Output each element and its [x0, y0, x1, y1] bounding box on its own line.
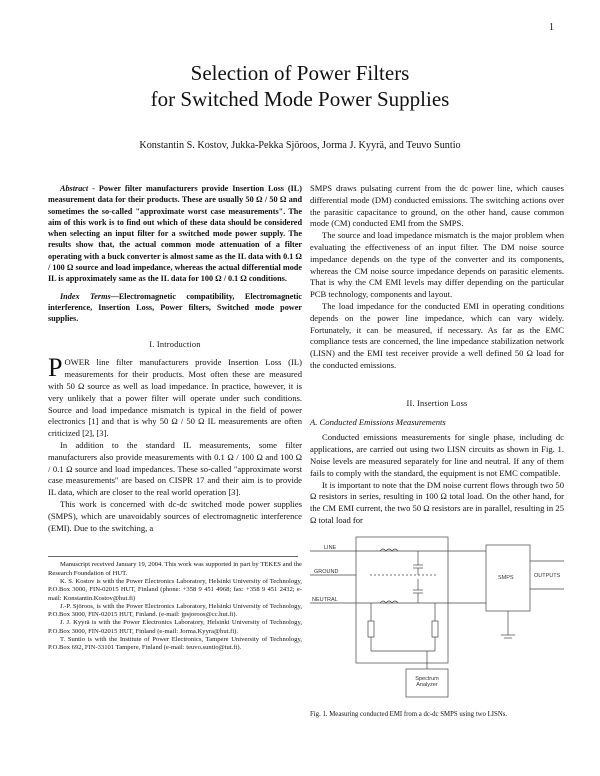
- footnote: K. S. Kostov is with the Power Electronics Laboratory, Helsinki University of Technology, P.O.Box 3000, FIN-02015 HUT, Finland (phone: +358 9 451 4968; fax: +358 9 451 2432; e-mail: Konstantin.Kostov@hut.fi): [48, 577, 302, 602]
- right-column: [310, 183, 564, 721]
- figure-caption: Fig. 1. Measuring conducted EMI from a dc-dc SMPS using two LISNs.: [310, 710, 508, 718]
- right-paragraph-4: Conducted emissions measurements for single phase, including dc applications, are carried out using two LISN circuits as shown in Fig. 1. Noise levels are measured separately for line and neutral. If any of them fails to comply with the standard, the equipment is not EMC compatible.: [310, 432, 564, 478]
- author-list: Konstantin S. Kostov, Jukka-Pekka Sjöroos, Jorma J. Kyyrä, and Teuvo Suntio: [139, 140, 461, 151]
- figure-1: [310, 531, 564, 703]
- index-terms: [48, 291, 302, 325]
- index-terms-text: —Electromagnetic compatibility, Electromagnetic interference, Insertion Loss, Power filters, Switched mode power supplies.: [48, 291, 302, 324]
- index-terms-label: Index Terms: [60, 291, 111, 301]
- abstract-label: Abstract: [60, 184, 89, 193]
- title-line-1: Selection of Power Filters: [190, 61, 410, 85]
- label-line: LINE: [324, 544, 337, 551]
- left-column: [48, 183, 302, 653]
- label-neutral: NEUTRAL: [312, 596, 338, 603]
- paper-title: [0, 60, 600, 112]
- subsection-heading: A. Conducted Emissions Measurements: [310, 416, 446, 427]
- footnote: Manuscript received January 19, 2004. This work was supported in part by TEKES and the Research Foundation of HUT.: [48, 561, 302, 577]
- label-smps: SMPS: [498, 574, 514, 581]
- abstract: [48, 183, 302, 285]
- right-paragraph-1: SMPS draws pulsating current from the dc power line, which causes differential mode (DM) conducted emissions. The switching actions over the parasitic capacitance to ground, on the other hand, cause common mode (CM) conducted EMI from the SMPS.: [310, 183, 564, 229]
- footnote: J.-P. Sjöroos, is with the Power Electronics Laboratory, Helsinki University of Technology, P.O.Box 3000, FIN-02015 HUT, Finland. (e-mail: jpsjoroos@cc.hut.fi).: [48, 602, 302, 619]
- intro-paragraph-2: In addition to the standard IL measurements, some filter manufacturers also provide measurements with 0.1 Ω / 100 Ω and 100 Ω / 0.1 Ω source and load impedances. These so-called "approximate worst case measurements" are based on CISPR 17 and their aim is to provide IL data, which are closer to the real world operation [3].: [48, 439, 302, 498]
- right-paragraph-5: It is important to note that the DM noise current flows through two 50 Ω resistors in series, resulting in 100 Ω total load. On the other hand, for the CM EMI current, the two 50 Ω resistors are in parallel, resulting in 25 Ω total load for: [310, 479, 564, 525]
- abstract-text: - Power filter manufacturers provide Insertion Loss (IL) measurement data for their products. These are usually 50 Ω / 50 Ω and sometimes the so-called "approximate worst case measurements". The aim of this work is to find out which of these data should be considered when selecting an input filter for a switched mode power supply. The results show that, the actual common mode attenuation of a filter operating with a buck converter is almost same as the IL data with 0.1 Ω / 100 Ω source and load impedance, whereas the actual differential mode IL is approximately same as the IL data for 100 Ω / 0.1 Ω conditions.: [48, 184, 302, 284]
- section-heading-insertion-loss: II. Insertion Loss: [406, 398, 468, 408]
- footnotes: [48, 561, 302, 652]
- right-paragraph-3: The load impedance for the conducted EMI in operating conditions depends on the power line impedance, which can vary widely. Fortunately, it can be measured, if necessary. As far as the EMC compliance tests are concerned, the line impedance stabilization network (LISN) and the EMI test receiver provide a well defined 50 Ω load for the conducted emissions.: [310, 300, 564, 370]
- drop-cap: P: [48, 353, 63, 383]
- label-analyzer: Spectrum Analyzer: [415, 675, 439, 688]
- label-ground: GROUND: [314, 568, 339, 575]
- footnote-separator: [48, 556, 298, 557]
- page-number: 1: [549, 22, 554, 33]
- footnote: J. J. Kyyrä is with the Power Electronics Laboratory, Helsinki University of Technology, P.O.Box 3000, FIN-02015 HUT, Finland (e-mail: Jorma.Kyyra@hut.fi).: [48, 619, 302, 635]
- intro-p1-text: OWER line filter manufacturers provide Insertion Loss (IL) measurements for their products. Most often these are measured with 50 Ω source as well as load impedance. In practice, however, it is very unlikely that a power filter will operate under such conditions. Source and load impedance mismatch is typical in the field of power electronics [1] and that is why 50 Ω / 50 Ω IL measurements are often criticized [2], [3].: [48, 357, 302, 439]
- footnote: T. Suntio is with the Institute of Power Electronics, Tampere University of Technology, P.O.Box 692, FIN-33101 Tampere, Finland (e-mail: teuvo.suntio@tut.fi).: [48, 635, 302, 652]
- section-heading-introduction: I. Introduction: [149, 339, 201, 349]
- label-outputs: OUTPUTS: [534, 572, 561, 579]
- intro-paragraph-1: [48, 353, 302, 440]
- lisn-box: [356, 537, 448, 663]
- right-paragraph-2: The source and load impedance mismatch is the major problem when evaluating the effectiveness of an input filter. The DM noise source impedance depends on the type of the converter and its components, whereas the CM noise source impedance depends on parasitic elements. That is why the CM EMI levels may differ depending on the particular PCB technology, components and layout.: [310, 230, 564, 300]
- intro-paragraph-3: This work is concerned with dc-dc switched mode power supplies (SMPS), which are unavoidably sources of electromagnetic interference (EMI). Due to the switching, a: [48, 498, 302, 533]
- title-line-2: for Switched Mode Power Supplies: [150, 87, 450, 111]
